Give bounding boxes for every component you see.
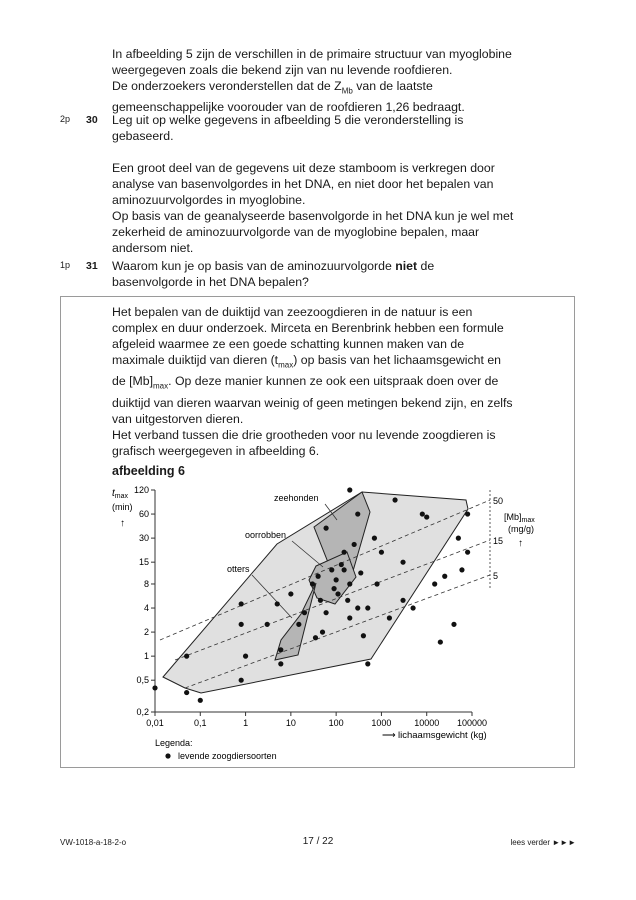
question-number: 31 <box>86 260 98 272</box>
data-point <box>451 622 456 627</box>
paragraph-line: andersom niet. <box>112 241 194 255</box>
iso-label-15: 15 <box>493 536 504 546</box>
x-tick-label: 0,1 <box>194 718 207 728</box>
y-tick-label: 15 <box>138 557 149 568</box>
legend-title: Legenda: <box>155 738 193 748</box>
intro-line: gemeenschappelijke voorouder van de roofdieren 1,26 bedraagt. <box>112 100 465 115</box>
box-line: afgeleid waarmee ze een goede schatting kunnen maken van de <box>112 337 465 351</box>
data-point <box>239 601 244 606</box>
emphasis-word: niet <box>395 259 418 273</box>
data-point <box>456 536 461 541</box>
data-point <box>184 654 189 659</box>
data-point <box>424 514 429 519</box>
data-point <box>387 615 392 620</box>
y-tick-label: 30 <box>138 533 149 544</box>
data-point <box>318 598 323 603</box>
data-point <box>331 586 336 591</box>
figure-title: afbeelding 6 <box>112 464 185 478</box>
data-point <box>278 647 283 652</box>
box-text: . Op deze manier kunnen ze ook een uitspraak doen over de <box>168 374 499 389</box>
data-point <box>400 598 405 603</box>
y-tick-label: 4 <box>143 603 149 614</box>
data-point <box>152 685 157 690</box>
paragraph-line: Op basis van de geanalyseerde basenvolgorde in het DNA kun je wel met <box>112 209 514 223</box>
y-tick-label: 8 <box>143 578 149 589</box>
y-tick-label: 120 <box>133 485 149 495</box>
data-point <box>316 574 321 579</box>
data-point <box>296 622 301 627</box>
data-point <box>347 615 352 620</box>
mb-max-subscript: max <box>153 381 169 391</box>
page-number: 17 / 22 <box>302 836 334 847</box>
data-point <box>372 536 377 541</box>
data-point <box>310 581 315 586</box>
x-tick-label: 100000 <box>456 718 488 728</box>
question-text: de <box>417 259 435 273</box>
question-line: gebaseerd. <box>112 129 174 143</box>
legend-item: levende zoogdiersoorten <box>178 751 277 761</box>
group-label-otters: otters <box>227 564 250 574</box>
data-point <box>365 605 370 610</box>
right-axis-label: $[Mb]_{max}$ <box>504 512 535 524</box>
data-point <box>198 698 203 703</box>
group-label-zeehonden: zeehonden <box>274 493 319 503</box>
x-tick-label: 0,01 <box>146 718 164 728</box>
box-text: de [Mb] <box>112 374 154 389</box>
intro-text: De onderzoekers veronderstellen dat de Z <box>112 79 342 93</box>
data-point <box>410 605 415 610</box>
iso-label-50: 50 <box>493 496 504 506</box>
question-text: Waarom kun je op basis van de aminozuurvolgorde <box>112 259 396 273</box>
data-point <box>313 635 318 640</box>
data-point <box>342 567 347 572</box>
box-line: complex en duur onderzoek. Mirceta en Berenbrink hebben een formule <box>112 321 504 335</box>
y-tick-label: 0,5 <box>136 675 149 686</box>
data-point <box>432 581 437 586</box>
intro-line: weergegeven zoals die bekend zijn van nu levende roofdieren. <box>112 63 453 77</box>
data-point <box>323 610 328 615</box>
right-axis-arrow-icon: ↑ <box>518 538 523 549</box>
data-point <box>345 598 350 603</box>
data-point <box>355 605 360 610</box>
group-label-oorrobben: oorrobben <box>245 530 287 540</box>
z-mb-subscript: Mb <box>341 86 353 96</box>
data-point <box>323 526 328 531</box>
data-point <box>358 570 363 575</box>
box-line: duiktijd van dieren waarvan weinig of geen metingen bekend zijn, en zelfs <box>112 395 513 410</box>
data-point <box>288 591 293 596</box>
data-point <box>361 633 366 638</box>
data-point <box>347 487 352 492</box>
data-point <box>339 562 344 567</box>
data-point <box>342 550 347 555</box>
x-tick-label: 1 <box>243 718 249 728</box>
y-axis-unit: (min) <box>112 502 133 512</box>
data-point <box>420 511 425 516</box>
question-line: Leg uit op welke gegevens in afbeelding 5 die veronderstelling is <box>112 113 464 127</box>
x-tick-label: 10000 <box>414 718 440 728</box>
footer-code: VW-1018-a-18-2-o <box>60 838 127 847</box>
y-tick-label: 0,2 <box>136 707 149 717</box>
box-text: maximale duiktijd van dieren (t <box>112 353 279 367</box>
data-point <box>347 581 352 586</box>
data-point <box>379 550 384 555</box>
paragraph-line: analyse van basenvolgordes in het DNA, en niet door het bepalen van <box>112 177 494 191</box>
data-point <box>374 581 379 586</box>
data-point <box>400 560 405 565</box>
data-point <box>335 591 340 596</box>
y-axis-label: $t_{max}$ <box>112 488 129 500</box>
data-point <box>438 639 443 644</box>
data-point <box>355 511 360 516</box>
box-line: grafisch weergegeven in afbeelding 6. <box>112 443 320 458</box>
data-point <box>278 661 283 666</box>
box-text: ) op basis van het lichaamsgewicht en <box>293 353 502 367</box>
question-line: basenvolgorde in het DNA bepalen? <box>112 275 309 289</box>
data-point <box>243 654 248 659</box>
y-axis-arrow-icon: ↑ <box>120 518 125 529</box>
data-point <box>465 550 470 555</box>
data-point <box>365 661 370 666</box>
box-line: Het verband tussen die drie grootheden voor nu levende zoogdieren is <box>112 427 496 442</box>
data-point <box>239 622 244 627</box>
intro-line: In afbeelding 5 zijn de verschillen in de primaire structuur van myoglobine <box>112 47 512 61</box>
footer-next: lees verder ►►► <box>510 838 576 847</box>
paragraph-line: aminozuurvolgordes in myoglobine. <box>112 193 306 207</box>
x-axis-arrow-icon: ⟶ <box>382 730 396 741</box>
t-max-subscript: max <box>278 360 294 370</box>
legend-marker <box>165 753 170 758</box>
data-point <box>302 610 307 615</box>
x-axis-label: lichaamsgewicht (kg) <box>398 730 487 741</box>
data-point <box>275 601 280 606</box>
data-point <box>320 629 325 634</box>
x-tick-label: 1000 <box>371 718 392 728</box>
box-line: Het bepalen van de duiktijd van zeezoogdieren in de natuur is een <box>112 305 473 319</box>
data-point <box>459 567 464 572</box>
question-points: 1p <box>60 260 71 270</box>
y-tick-label: 60 <box>138 509 149 520</box>
iso-label-5: 5 <box>493 571 499 581</box>
data-point <box>442 574 447 579</box>
question-number: 30 <box>86 114 98 126</box>
paragraph-line: zekerheid de aminozuurvolgorde van de myoglobine bepalen, maar <box>112 225 480 239</box>
data-point <box>465 511 470 516</box>
data-point <box>265 622 270 627</box>
x-tick-label: 100 <box>328 718 344 728</box>
right-axis-unit: (mg/g) <box>508 524 535 534</box>
intro-text: van de laatste <box>352 79 433 93</box>
data-point <box>334 577 339 582</box>
box-line: van uitgestorven dieren. <box>112 411 244 426</box>
x-tick-label: 10 <box>285 718 296 728</box>
data-point <box>392 497 397 502</box>
question-points: 2p <box>60 114 71 124</box>
y-tick-label: 1 <box>143 651 149 662</box>
data-point <box>352 542 357 547</box>
data-point <box>239 678 244 683</box>
paragraph-line: Een groot deel van de gegevens uit deze stamboom is verkregen door <box>112 161 495 175</box>
data-point <box>329 567 334 572</box>
y-tick-label: 2 <box>143 627 149 638</box>
data-point <box>184 690 189 695</box>
